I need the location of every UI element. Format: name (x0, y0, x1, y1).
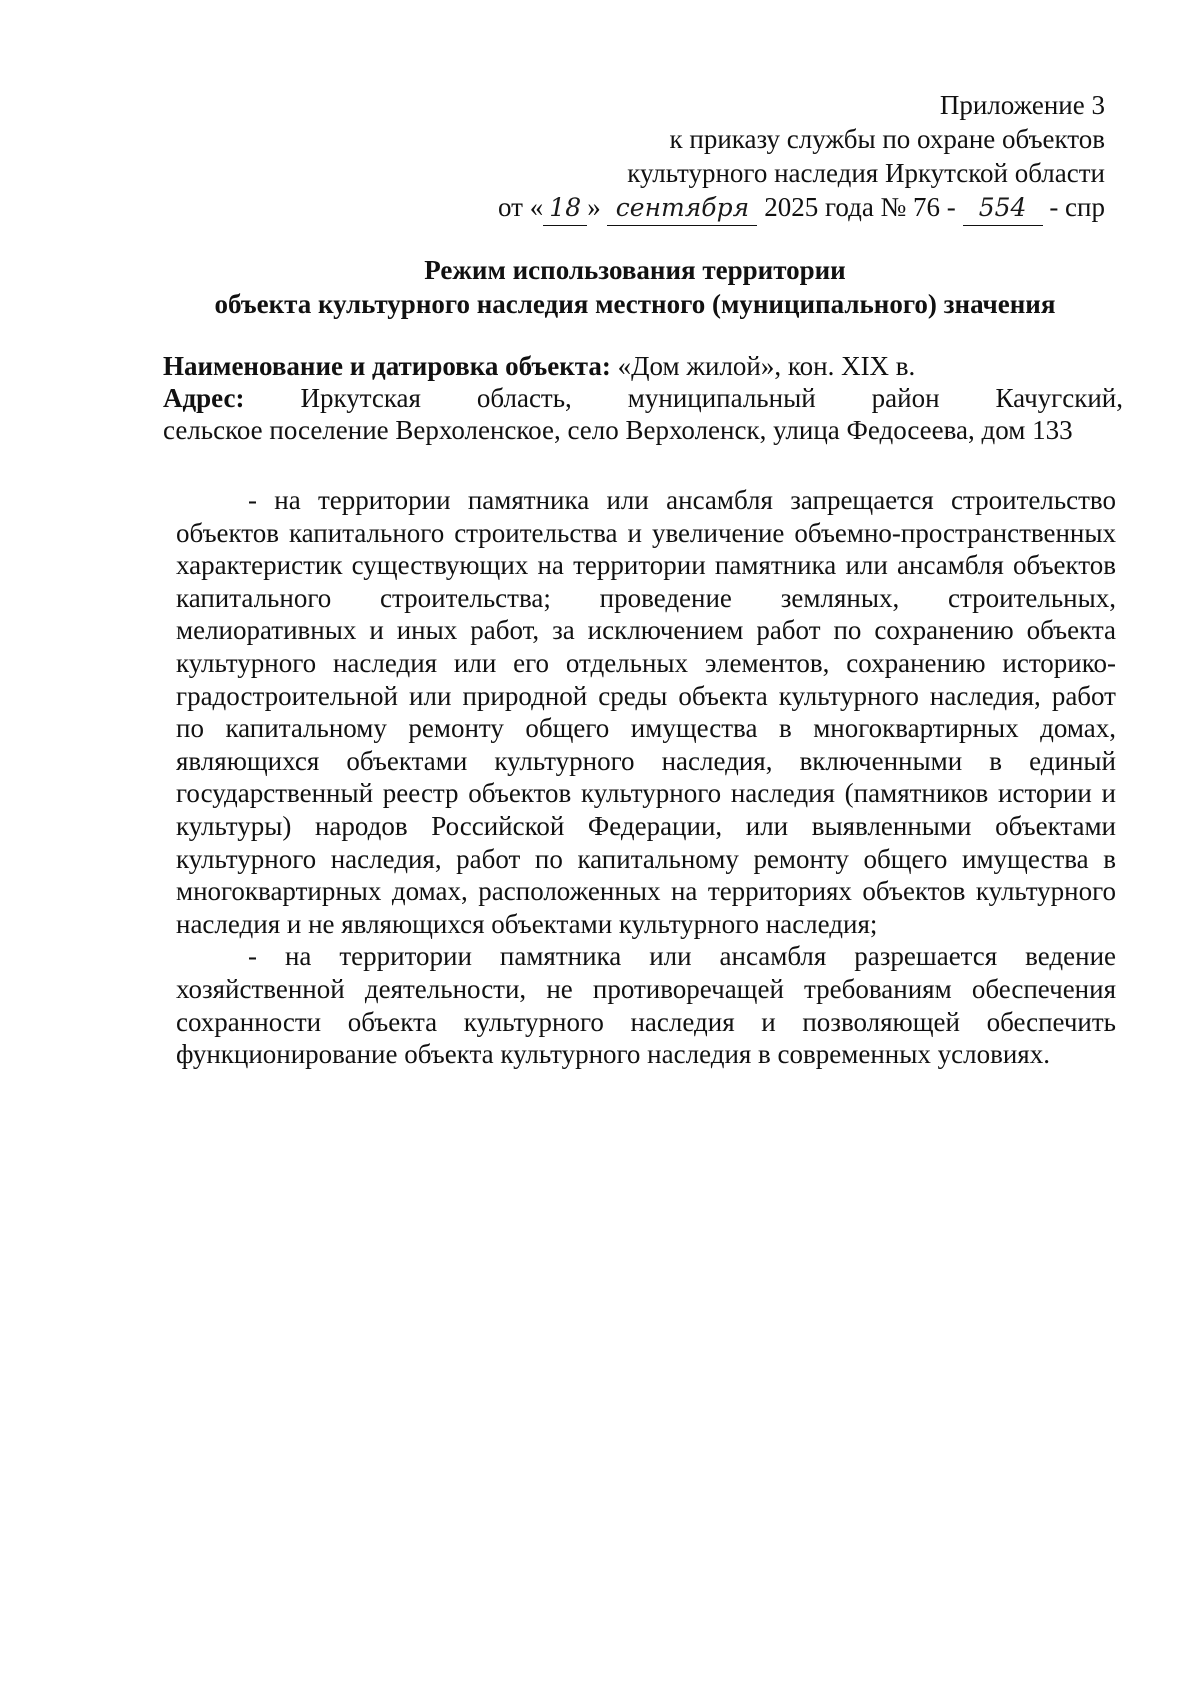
title-line-2: объекта культурного наследия местного (муниципального) значения (214, 289, 1056, 319)
address-line-2: сельское поселение Верхоленское, село Верхоленск, улица Федосеева, дом 133 (163, 415, 1073, 445)
rule-paragraph-prohibited: - на территории памятника или ансамбля запрещается строительство объектов капитального строительства и увеличение объемно-пространственных характеристик существующих на территории памятника или ансамбля объектов капитального строительства; проведение земляных, строительных, мелиоративных и иных работ, за исключением работ по сохранению объекта культурного наследия или его отдельных элементов, сохранению историко-градостроительной или природной среды объекта культурного наследия, работ по капитальному ремонту общего имущества в многоквартирных домах, являющихся объектами культурного наследия, включенными в единый государственный реестр объектов культурного наследия (памятников истории и культуры) народов Российской Федерации, или выявленными объектами культурного наследия, работ по капитальному ремонту общего имущества в многоквартирных домах, расположенных на территориях объектов культурного наследия и не являющихся объектами культурного наследия; (176, 485, 1116, 939)
appendix-order-line: к приказу службы по охране объектов (669, 124, 1105, 154)
rules-body (176, 484, 1116, 1071)
appendix-agency-line: культурного наследия Иркутской области (627, 158, 1105, 188)
order-suffix: - спр (1049, 192, 1105, 222)
handwritten-month: сентября (607, 191, 757, 226)
object-name-label: Наименование и датировка объекта: (163, 351, 611, 381)
appendix-title: Приложение 3 (939, 90, 1105, 120)
address-label: Адрес: (163, 383, 245, 413)
object-name-row (163, 350, 1123, 382)
handwritten-day: 18 (543, 191, 587, 226)
document-title (165, 253, 1105, 321)
rule-paragraph-allowed: - на территории памятника или ансамбля разрешается ведение хозяйственной деятельности, не противоречащей требованиям обеспечения сохранности объекта культурного наследия и позволяющей обеспечить функционирование объекта культурного наследия в современных условиях. (176, 941, 1116, 1070)
address-line-1: Иркутская область, муниципальный район Качугский, (300, 383, 1123, 413)
year-text: 2025 года № 76 - (764, 192, 956, 222)
address-row (163, 382, 1123, 414)
object-info (163, 350, 1123, 446)
object-name-value: «Дом жилой», кон. XIX в. (617, 351, 916, 381)
appendix-header (498, 88, 1105, 226)
handwritten-number: 554 (963, 191, 1043, 226)
title-line-1: Режим использования территории (424, 255, 846, 285)
date-prefix: от « (498, 192, 544, 222)
appendix-date-line (498, 190, 1105, 226)
date-mid: » (587, 192, 601, 222)
